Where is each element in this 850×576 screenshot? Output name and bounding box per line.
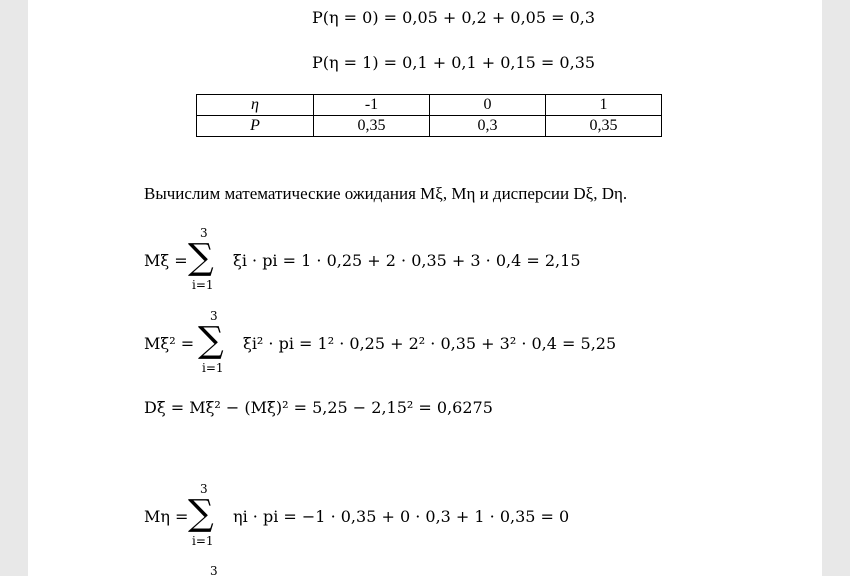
table-cell: P (197, 116, 314, 137)
sum-lower-limit: i=1 (192, 278, 214, 292)
equation-mxi2-rhs: ξi² · pi = 1² · 0,25 + 2² · 0,35 + 3² · 0,4 = 5,25 (243, 334, 617, 353)
table-cell: η (197, 95, 314, 116)
table-cell: -1 (314, 95, 430, 116)
distribution-table (196, 94, 662, 137)
sum-lower-limit: i=1 (202, 361, 224, 375)
sum-lower-limit: i=1 (192, 534, 214, 548)
sum-sign-icon: ∑ (188, 237, 214, 278)
table-cell: 1 (546, 95, 662, 116)
sum-sign-icon: ∑ (198, 320, 224, 361)
equation-meta-rhs: ηi · pi = −1 · 0,35 + 0 · 0,3 + 1 · 0,35 = 0 (233, 507, 570, 526)
sum-upper-limit: 3 (210, 309, 218, 323)
table-cell: 0,3 (430, 116, 546, 137)
document-page (28, 0, 822, 576)
sum-upper-limit: 3 (210, 564, 218, 576)
equation-mxi2-lhs: Mξ² = (144, 334, 195, 353)
table-cell: 0 (430, 95, 546, 116)
sum-upper-limit: 3 (200, 482, 208, 496)
equation-dxi: Dξ = Mξ² − (Mξ)² = 5,25 − 2,15² = 0,6275 (144, 398, 493, 417)
equation-meta-lhs: Mη = (144, 507, 189, 526)
table-cell: 0,35 (546, 116, 662, 137)
table-row (197, 95, 662, 116)
equation-mxi-rhs: ξi · pi = 1 · 0,25 + 2 · 0,35 + 3 · 0,4 = 2,15 (233, 251, 581, 270)
equation-p-eta-1: P(η = 1) = 0,1 + 0,1 + 0,15 = 0,35 (312, 53, 596, 72)
intro-paragraph: Вычислим математические ожидания Mξ, Mη и дисперсии Dξ, Dη. (144, 184, 628, 203)
sum-sign-icon: ∑ (188, 493, 214, 534)
sum-upper-limit: 3 (200, 226, 208, 240)
table-row (197, 116, 662, 137)
table-cell: 0,35 (314, 116, 430, 137)
equation-mxi-lhs: Mξ = (144, 251, 188, 270)
equation-p-eta-0: P(η = 0) = 0,05 + 0,2 + 0,05 = 0,3 (312, 8, 596, 27)
